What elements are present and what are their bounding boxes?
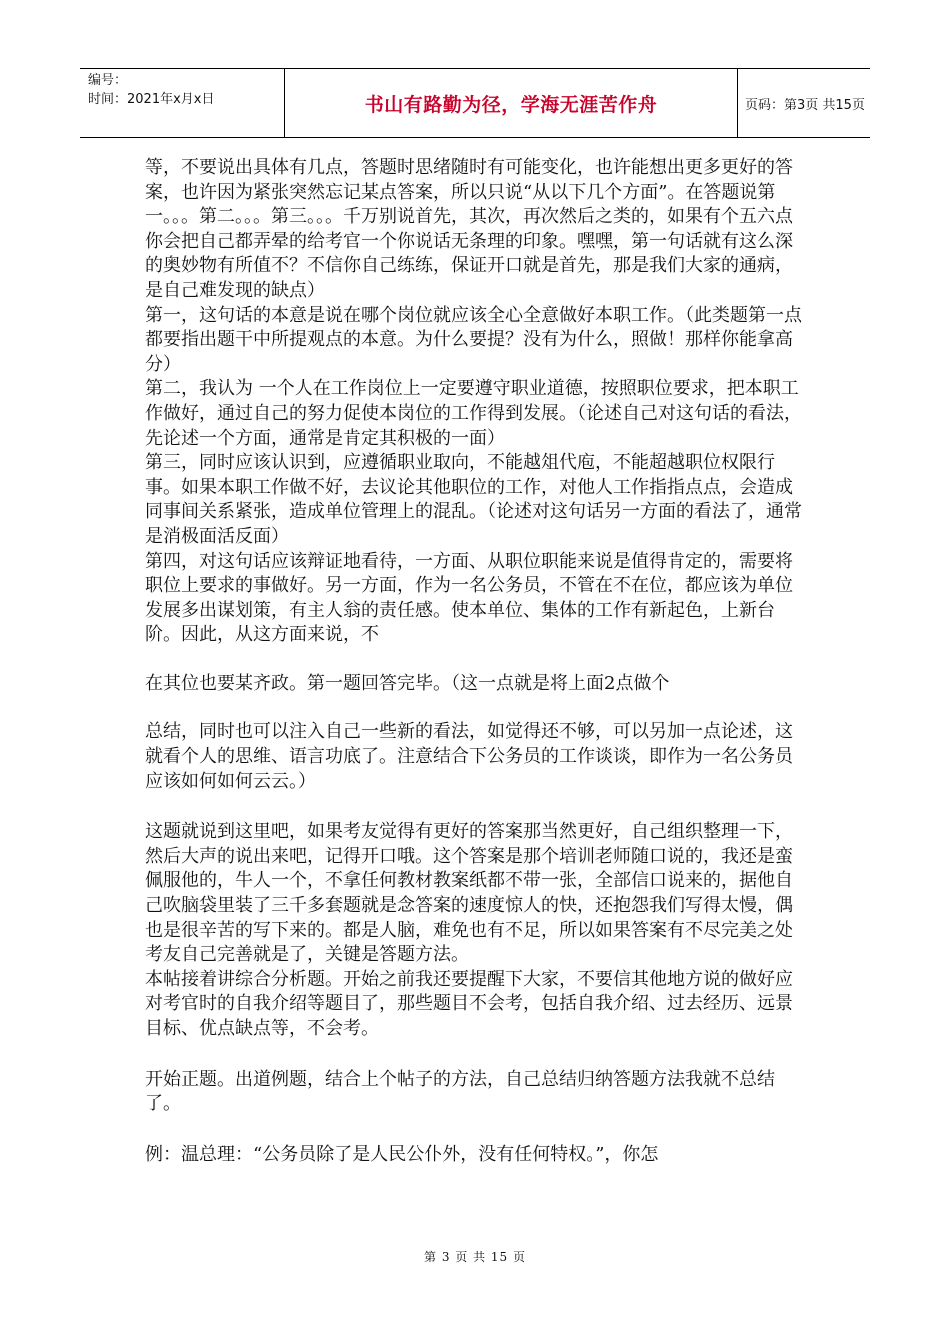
page-label: 页码：第3页 共15页 <box>745 97 865 113</box>
spacer <box>145 1042 807 1068</box>
paragraph-intro: 等，不要说出具体有几点，答题时思绪随时有可能变化，也许能想出更多更好的答案，也许因为紧张突然忘记某点答案，所以只说“从以下几个方面”。在答题说第一。。。第二。。。第三。。。千万别说首先，其次，再次然后之类的，如果有个五六点你会把自己都弄晕的给考官一个你说话无条理的印象。嘿嘿，第一句话就有这么深的奥妙物有所值不？不信你自己练练，保证开口就是首先，那是我们大家的通病，是自己难发现的缺点） <box>145 157 793 301</box>
paragraph-closing: 这题就说到这里吧，如果考友觉得有更好的答案那当然更好，自己组织整理一下，然后大声的说出来吧，记得开口哦。这个答案是那个培训老师随口说的，我还是蛮佩服他的，牛人一个，不拿任何教材教案纸都不带一张，全部信口说来的，据他自己吹脑袋里装了三千多套题就是念答案的速度惊人的快，还抱怨我们写得太慢，偶也是很辛苦的写下来的。都是人脑，难免也有不足，所以如果答案有不尽完美之处考友自己完善就是了，关键是答题方法。 <box>145 821 793 966</box>
paragraph-next-topic: 本帖接着讲综合分析题。开始之前我还要提醒下大家，不要信其他地方说的做好应对考官时的自我介绍等题目了，那些题目不会考，包括自我介绍、过去经历、远景目标、优点缺点等，不会考。 <box>145 968 793 1039</box>
page-header <box>80 68 870 138</box>
header-meta <box>80 69 285 137</box>
paragraph-example: 例：温总理：“公务员除了是人民公仆外，没有任何特权。”，你怎 <box>145 1143 659 1165</box>
paragraph-point-1: 第一，这句话的本意是说在哪个岗位就应该全心全意做好本职工作。（此类题第一点都要指出题干中所提观点的本意。为什么要提？没有为什么，照做！那样你能拿高分） <box>145 304 802 375</box>
paragraph-point-3: 第三，同时应该认识到，应遵循职业取向，不能越俎代庖，不能超越职位权限行事。如果本职工作做不好，去议论其他职位的工作，对他人工作指指点点，会造成同事间关系紧张，造成单位管理上的混乱。（论述对这句话另一方面的看法了，通常是消极面活反面） <box>145 452 802 547</box>
date-label: 时间：2021年x月x日 <box>88 92 215 107</box>
header-motto-cell <box>285 69 738 137</box>
motto-text: 书山有路勤为径，学海无涯苦作舟 <box>364 93 658 116</box>
number-label: 编号： <box>88 73 128 88</box>
spacer <box>145 696 807 720</box>
document-body <box>145 156 807 1167</box>
spacer <box>145 794 807 820</box>
paragraph-start: 开始正题。出道例题，结合上个帖子的方法，自己总结归纳答题方法我就不总结了。 <box>145 1068 775 1115</box>
paragraph-point-4-cont: 在其位也要某齐政。第一题回答完毕。（这一点就是将上面2点做个 <box>145 672 670 694</box>
paragraph-summary: 总结，同时也可以注入自己一些新的看法，如觉得还不够，可以另加一点论述，这就看个人的思维、语言功底了。注意结合下公务员的工作谈谈，即作为一名公务员应该如何如何云云。） <box>145 721 793 792</box>
paragraph-point-2: 第二，我认为 一个人在工作岗位上一定要遵守职业道德，按照职位要求，把本职工作做好，通过自己的努力促使本岗位的工作得到发展。（论述自己对这句话的看法，先论述一个方面，通常是肯定其积极的一面） <box>145 378 802 449</box>
paragraph-point-4: 第四，对这句话应该辩证地看待，一方面、从职位职能来说是值得肯定的，需要将职位上要求的事做好。另一方面，作为一名公务员，不管在不在位，都应该为单位发展多出谋划策，有主人翁的责任感。使本单位、集体的工作有新起色，上新台阶。因此，从这方面来说，不 <box>145 550 793 646</box>
spacer <box>145 1117 807 1143</box>
page-footer: 第 3 页 共 15 页 <box>424 1250 526 1264</box>
spacer <box>145 648 807 672</box>
header-page-cell <box>737 69 870 137</box>
